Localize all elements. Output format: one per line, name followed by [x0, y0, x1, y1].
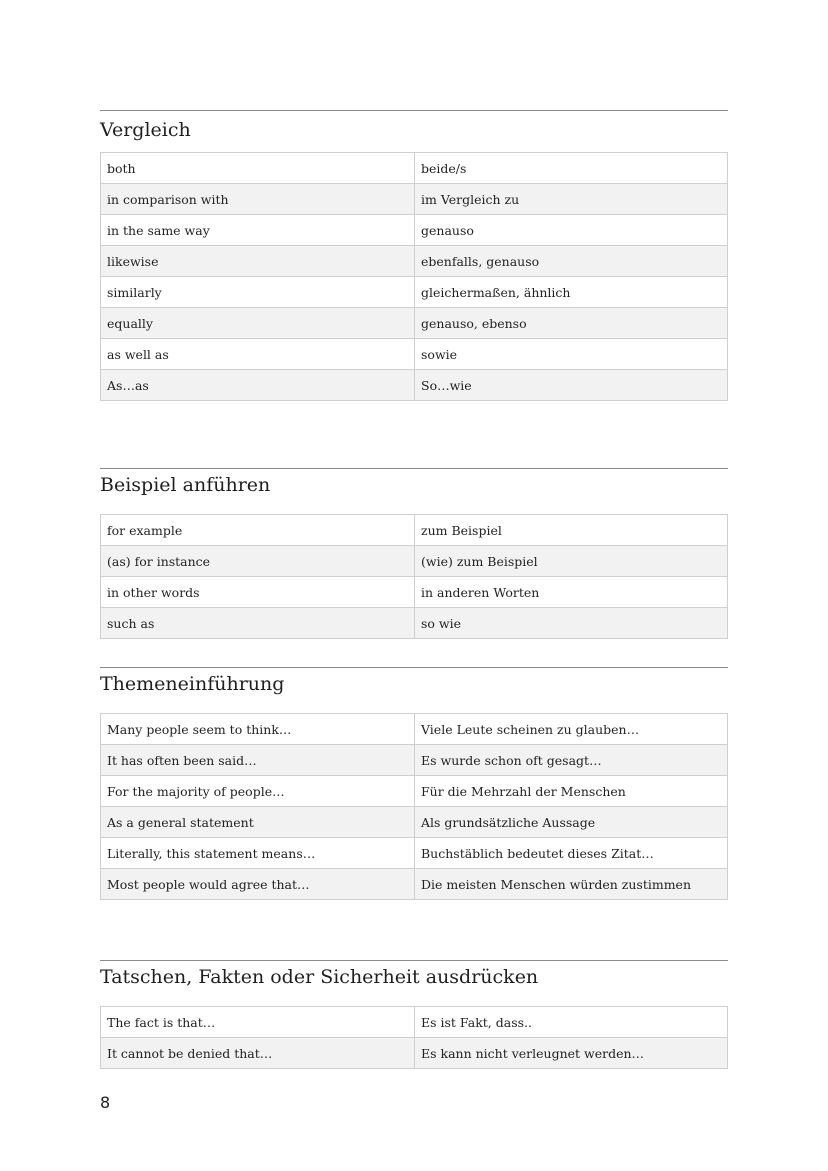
english-cell: As…as — [101, 370, 415, 401]
table-row — [101, 838, 728, 869]
table-row — [101, 370, 728, 401]
vocab-table — [100, 1006, 728, 1069]
german-cell: Es ist Fakt, dass.. — [415, 1007, 728, 1038]
table-row — [101, 807, 728, 838]
section-beispiel-anfuehren — [100, 468, 728, 631]
english-cell: likewise — [101, 246, 415, 277]
page-number: 8 — [100, 1093, 111, 1112]
section-fakten-ausdruecken — [100, 960, 728, 1061]
english-cell: (as) for instance — [101, 546, 415, 577]
section-heading: Vergleich — [100, 119, 191, 141]
german-cell: zum Beispiel — [415, 515, 728, 546]
german-cell: ebenfalls, genauso — [415, 246, 728, 277]
table-row — [101, 246, 728, 277]
german-cell: Buchstäblich bedeutet dieses Zitat… — [415, 838, 728, 869]
english-cell: It cannot be denied that… — [101, 1038, 415, 1069]
table-row — [101, 577, 728, 608]
english-cell: equally — [101, 308, 415, 339]
english-cell: Most people would agree that… — [101, 869, 415, 900]
german-cell: gleichermaßen, ähnlich — [415, 277, 728, 308]
german-cell: Es wurde schon oft gesagt… — [415, 745, 728, 776]
german-cell: sowie — [415, 339, 728, 370]
english-cell: in the same way — [101, 215, 415, 246]
german-cell: so wie — [415, 608, 728, 639]
german-cell: Als grundsätzliche Aussage — [415, 807, 728, 838]
english-cell: For the majority of people… — [101, 776, 415, 807]
german-cell: in anderen Worten — [415, 577, 728, 608]
table-row — [101, 215, 728, 246]
table-row — [101, 339, 728, 370]
table-row — [101, 714, 728, 745]
german-cell: Für die Mehrzahl der Menschen — [415, 776, 728, 807]
section-divider — [100, 110, 728, 111]
table-row — [101, 184, 728, 215]
english-cell: in comparison with — [101, 184, 415, 215]
german-cell: im Vergleich zu — [415, 184, 728, 215]
german-cell: beide/s — [415, 153, 728, 184]
english-cell: for example — [101, 515, 415, 546]
english-cell: Many people seem to think… — [101, 714, 415, 745]
vocab-table — [100, 514, 728, 639]
german-cell: Viele Leute scheinen zu glauben… — [415, 714, 728, 745]
section-vergleich — [100, 110, 728, 393]
german-cell: Es kann nicht verleugnet werden… — [415, 1038, 728, 1069]
section-divider — [100, 468, 728, 469]
german-cell: genauso — [415, 215, 728, 246]
table-row — [101, 277, 728, 308]
table-row — [101, 776, 728, 807]
english-cell: It has often been said… — [101, 745, 415, 776]
table-row — [101, 745, 728, 776]
english-cell: as well as — [101, 339, 415, 370]
section-divider — [100, 960, 728, 961]
german-cell: genauso, ebenso — [415, 308, 728, 339]
table-row — [101, 869, 728, 900]
english-cell: As a general statement — [101, 807, 415, 838]
english-cell: both — [101, 153, 415, 184]
table-row — [101, 153, 728, 184]
german-cell: So…wie — [415, 370, 728, 401]
section-heading: Tatschen, Fakten oder Sicherheit ausdrücken — [100, 966, 539, 988]
table-row — [101, 1038, 728, 1069]
table-row — [101, 608, 728, 639]
english-cell: in other words — [101, 577, 415, 608]
section-themeneinfuehrung — [100, 667, 728, 892]
english-cell: such as — [101, 608, 415, 639]
english-cell: Literally, this statement means… — [101, 838, 415, 869]
table-row — [101, 546, 728, 577]
german-cell: (wie) zum Beispiel — [415, 546, 728, 577]
section-divider — [100, 667, 728, 668]
english-cell: The fact is that… — [101, 1007, 415, 1038]
table-row — [101, 1007, 728, 1038]
section-heading: Beispiel anführen — [100, 474, 271, 496]
table-row — [101, 308, 728, 339]
table-row — [101, 515, 728, 546]
vocab-table — [100, 152, 728, 401]
english-cell: similarly — [101, 277, 415, 308]
section-heading: Themeneinführung — [100, 673, 285, 695]
german-cell: Die meisten Menschen würden zustimmen — [415, 869, 728, 900]
vocab-table — [100, 713, 728, 900]
